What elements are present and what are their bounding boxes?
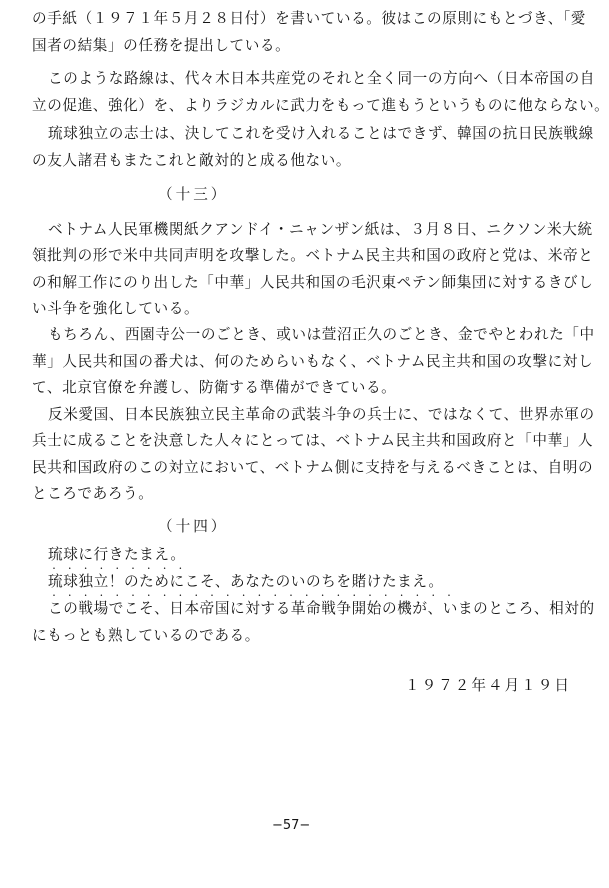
section-heading-13: （十三）	[158, 186, 229, 203]
text-line: 民共和国政府のこの対立において、ベトナム側に支持を与えるべきことは、自明の	[32, 459, 594, 476]
text-line: 領批判の形で米中共同声明を攻撃した。ベトナム民主共和国の政府と党は、米帝と	[32, 247, 594, 264]
emphasis-dots: ・・・・・・・・・	[50, 564, 193, 573]
text-line: にもっとも熟しているのである。	[32, 627, 260, 644]
text-line: 琉球独立の志士は、決してこれを受け入れることはできず、韓国の抗日民族戦線	[48, 125, 594, 142]
text-line: ところであろう。	[32, 485, 154, 502]
text-line: 立の促進、強化）を、よりラジカルに武力をもって進もうというものに他ならない。	[32, 97, 609, 114]
text-line: 国者の結集」の任務を提出している。	[32, 37, 291, 54]
text-line: の手紙（１９７１年５月２８日付）を書いている。彼はこの原則にもとづき、「愛	[32, 10, 586, 27]
text-line: い斗争を強化している。	[32, 300, 200, 317]
text-line: の友人諸君もまたこれと敵対的と成る他ない。	[32, 152, 352, 169]
page-number: −57−	[272, 818, 311, 833]
emphasis-dots: ・・・・・・・・・・・・・・・・・・・・・・・・・・	[50, 591, 461, 600]
text-line: もちろん、西園寺公一のごとき、或いは萱沼正久のごとき、金でやとわれた「中	[48, 326, 595, 343]
section-heading-14: （十四）	[158, 518, 229, 535]
emphasized-line: 琉球に行きたまえ。	[48, 546, 186, 563]
text-line: 反米愛国、日本民族独立民主革命の武装斗争の兵士に、ではなくて、世界赤軍の	[48, 406, 595, 423]
text-line: この戦場でこそ、日本帝国に対する革命戦争開始の機が、いまのところ、相対的	[48, 600, 595, 617]
text-line: 兵士に成ることを決意した人々にとっては、ベトナム民主共和国政府と「中華」人	[32, 432, 594, 449]
emphasized-line: 琉球独立！のためにこそ、あなたのいのちを賭けたまえ。	[48, 573, 444, 590]
document-date: １９７２年４月１９日	[405, 677, 571, 694]
text-line: ベトナム人民軍機関紙クアンドイ・ニャンザン紙は、３月８日、ニクソン米大統	[48, 221, 593, 238]
text-line: て、北京官僚を弁護し、防衛する準備ができている。	[32, 379, 397, 396]
text-line: このような路線は、代々木日本共産党のそれと全く同一の方向へ（日本帝国の自	[48, 70, 595, 87]
text-line: 華」人民共和国の番犬は、何のためらいもなく、ベトナム民主共和国の攻撃に対し	[32, 353, 594, 370]
text-line: の和解工作にのり出した「中華」人民共和国の毛沢東ペテン師集団に対するきびし	[32, 274, 594, 291]
